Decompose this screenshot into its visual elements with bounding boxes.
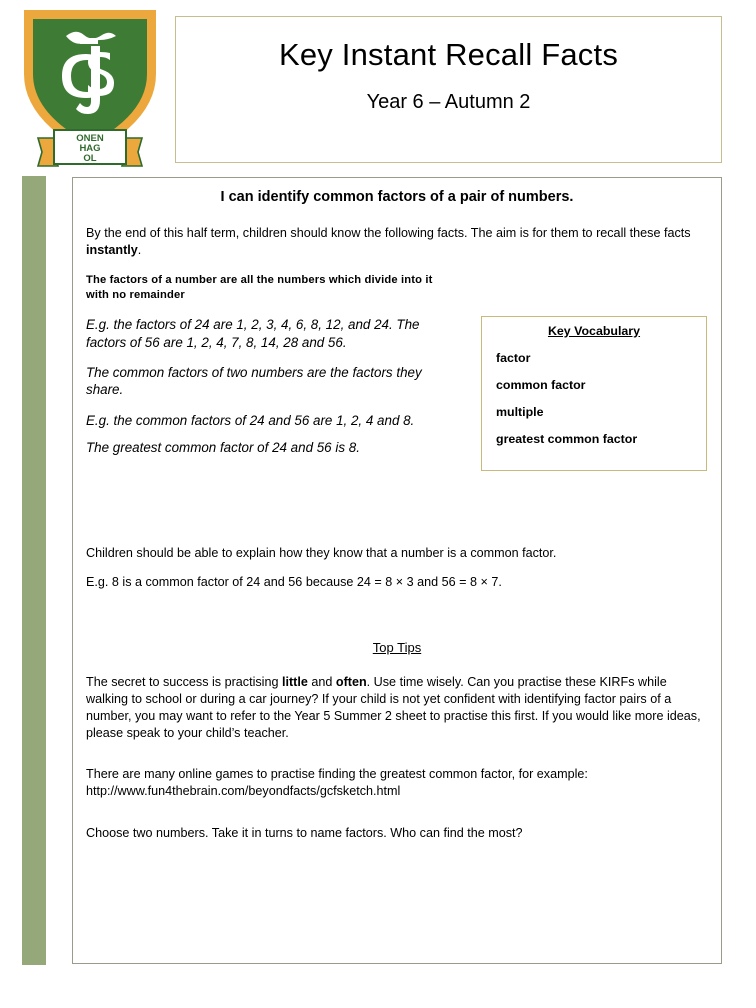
document-title-box [175,16,722,163]
vocabulary-title: Key Vocabulary [547,323,641,338]
key-vocabulary-box [481,316,707,471]
vocabulary-item-1: factor [496,350,531,365]
learning-objective: I can identify common factors of a pair of numbers. [220,189,574,205]
tips-p1-bold-often: often [335,674,367,689]
motto-line-2: HAG [79,143,101,154]
crest-crossbar-icon [80,38,98,44]
intro-text-part-1: By the end of this half term, children should know the following facts. The aim is for them to recall these facts [86,226,691,241]
school-crest-logo [14,2,166,174]
top-tips-heading: Top Tips [372,639,422,655]
tips-p1-bold-little: little [281,674,308,689]
intro-bold-word: instantly [86,243,138,257]
explanation-block [85,545,709,591]
tips-p2-lead: There are many online games to practise finding the greatest common factor, for example: [86,767,588,782]
vocabulary-item-4: greatest common factor [496,431,638,446]
definition-text: The factors of a number are all the numbers which divide into it with no remainder [86,273,433,301]
intro-text-part-2: . [137,243,142,257]
main-content-box [72,177,722,964]
green-accent-bar [22,176,46,965]
tips-paragraph-2 [86,766,709,800]
intro-paragraph [86,225,709,258]
online-game-url[interactable]: http://www.fun4thebrain.com/beyondfacts/gcfsketch.html [86,784,401,799]
tips-p1-b: and [307,674,336,689]
tips-p1-a: The secret to success is practising [86,674,282,689]
explanation-line-1: Children should be able to explain how they know that a number is a common factor. [86,545,557,560]
fact-item-1: E.g. the factors of 24 are 1, 2, 3, 4, 6, 8, 12, and 24. The factors of 56 are 1, 2, 4, 7, 8, 14, 28 and 56. [86,317,420,350]
fact-item-3: E.g. the common factors of 24 and 56 are 1, 2, 4 and 8. [86,412,415,428]
page-subtitle: Year 6 – Autumn 2 [366,90,531,113]
page-title: Key Instant Recall Facts [278,37,619,72]
vocabulary-item-3: multiple [496,404,544,419]
tips-paragraph-3: Choose two numbers. Take it in turns to name factors. Who can find the most? [86,825,523,840]
facts-and-vocabulary-region [85,273,709,483]
vocabulary-item-2: common factor [496,377,586,392]
fact-item-2: The common factors of two numbers are the factors they share. [86,364,422,398]
motto-line-1: ONEN [76,133,104,144]
tips-paragraph-1 [86,674,709,743]
motto-line-3: OL [83,153,97,164]
fact-item-4: The greatest common factor of 24 and 56 is 8. [86,440,360,456]
tips-p1-c: . Use time wisely. Can you practise these KIRFs while walking to school or during a car journey? If your child is not yet confident with identifying factor pairs of a number, you may want to refer to the Year 5 Summer 2 sheet to practise this first. If you would like more ideas, please speak to your child’s teacher. [86,674,701,741]
explanation-line-2: E.g. 8 is a common factor of 24 and 56 because 24 = 8 × 3 and 56 = 8 × 7. [86,575,502,590]
